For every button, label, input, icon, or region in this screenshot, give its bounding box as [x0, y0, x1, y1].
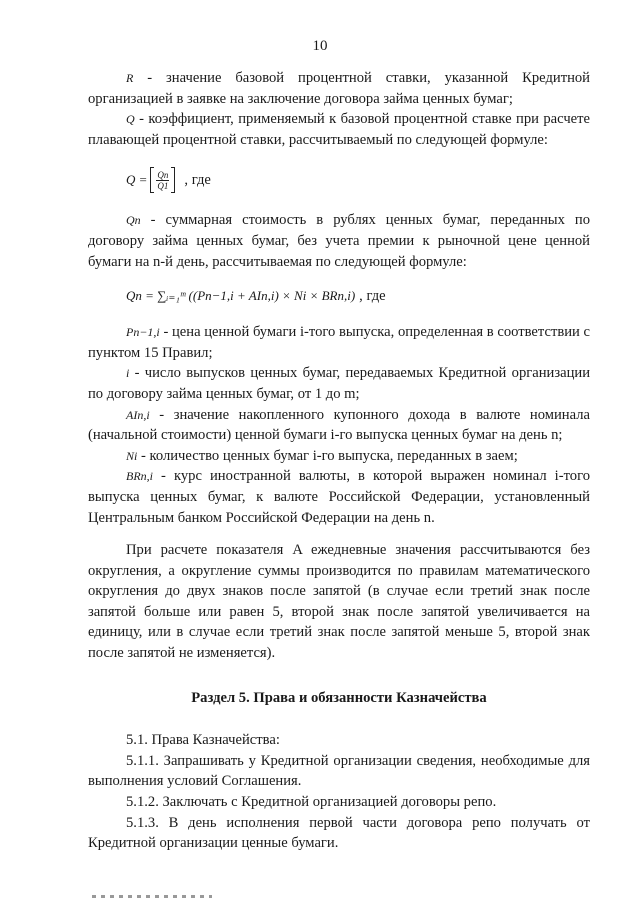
formula-q-bracket — [150, 167, 175, 193]
variable-n — [88, 446, 590, 467]
section-item-5-1: 5.1. Права Казначейства: — [126, 732, 280, 749]
formula-q-denominator: Q1 — [157, 180, 169, 191]
variable-br — [88, 466, 590, 528]
formula-q-suffix: , где — [184, 172, 211, 189]
symbol-qn: Qn — [126, 213, 141, 228]
formula-qn-suffix: , где — [359, 287, 386, 304]
definition-r-text: - значение базовой процентной ставки, указанной Кредитной организацией в заявке на заключение договора займа ценных бумаг; — [88, 70, 590, 107]
variable-ai-text: - значение накопленного купонного дохода в валюте номинала (начальной стоимости) ценной бумаги i-го выпуска ценных бумаг на день n; — [88, 406, 590, 444]
formula-q-lhs: Q = — [126, 172, 148, 188]
formula-q-fraction — [156, 170, 169, 191]
formula-q — [88, 164, 590, 196]
variable-ai — [88, 405, 590, 446]
page-number: 10 — [312, 38, 328, 54]
symbol-r: R — [126, 71, 134, 85]
variable-price — [88, 322, 590, 363]
variable-i — [88, 363, 590, 404]
formula-q-numerator: Qn — [157, 169, 169, 180]
rounding-paragraph: При расчете показателя A ежедневные значения рассчитываются без округления, а округление суммы производится по правилам математического округления до двух знаков после запятой (в случае если третий знак после запятой больше или равен 5, второй знак после запятой увеличивается на единицу, или в случае если третий знак после запятой меньше 5, второй знак после запятой не изменяется). — [88, 542, 590, 662]
symbol-n: Ni — [126, 448, 138, 463]
formula-qn — [88, 284, 590, 308]
section-item-5-1-2: 5.1.2. Заключать с Кредитной организацией договоры репо. — [126, 794, 497, 811]
symbol-i: i — [126, 366, 130, 381]
symbol-br: BRn,i — [126, 469, 153, 484]
definition-qn-text: - суммарная стоимость в рублях ценных бумаг, переданных по договору займа ценных бумаг, без учета премии к рыночной цене ценной бумаги на n-й день, рассчитываемая по следующей формуле: — [88, 212, 590, 270]
definition-qn — [88, 210, 590, 272]
definition-r — [88, 68, 590, 109]
formula-qn-expression: Qn = ∑ᵢ₌₁ᵐ ((Pn−1,i + AIn,i) × Ni × BRn,i) — [126, 287, 356, 303]
scan-artifact — [92, 895, 212, 898]
section-title: Раздел 5. Права и обязанности Казначейства — [191, 689, 487, 706]
section-item-5-1-3: 5.1.3. В день исполнения первой части договора репо получать от Кредитной организации ценные бумаги. — [88, 814, 590, 852]
definition-q-text: - коэффициент, применяемый к базовой процентной ставке при расчете плавающей процентной ставки, рассчитываемый по следующей формуле: — [88, 111, 590, 148]
section-item-5-1-1: 5.1.1. Запрашивать у Кредитной организации сведения, необходимые для выполнения условий Соглашения. — [88, 752, 590, 790]
variable-price-text: - цена ценной бумаги i-того выпуска, определенная в соответствии с пунктом 15 Правил; — [88, 324, 590, 361]
symbol-q: Q — [126, 112, 135, 127]
variable-br-text: - курс иностранной валюты, в которой выражен номинал i-того выпуска ценных бумаг, к валюте Российской Федерации, установленный Центральным банком Российской Федерации на день n. — [88, 468, 590, 526]
symbol-price: Pn−1,i — [126, 325, 160, 340]
variable-n-text: - количество ценных бумаг i-го выпуска, переданных в заем; — [137, 447, 518, 464]
variable-i-text: - число выпусков ценных бумаг, передаваемых Кредитной организации по договору займа ценных бумаг, от 1 до m; — [88, 365, 590, 402]
document-body — [88, 68, 590, 854]
definition-q — [88, 109, 590, 150]
symbol-ai: AIn,i — [126, 407, 150, 422]
